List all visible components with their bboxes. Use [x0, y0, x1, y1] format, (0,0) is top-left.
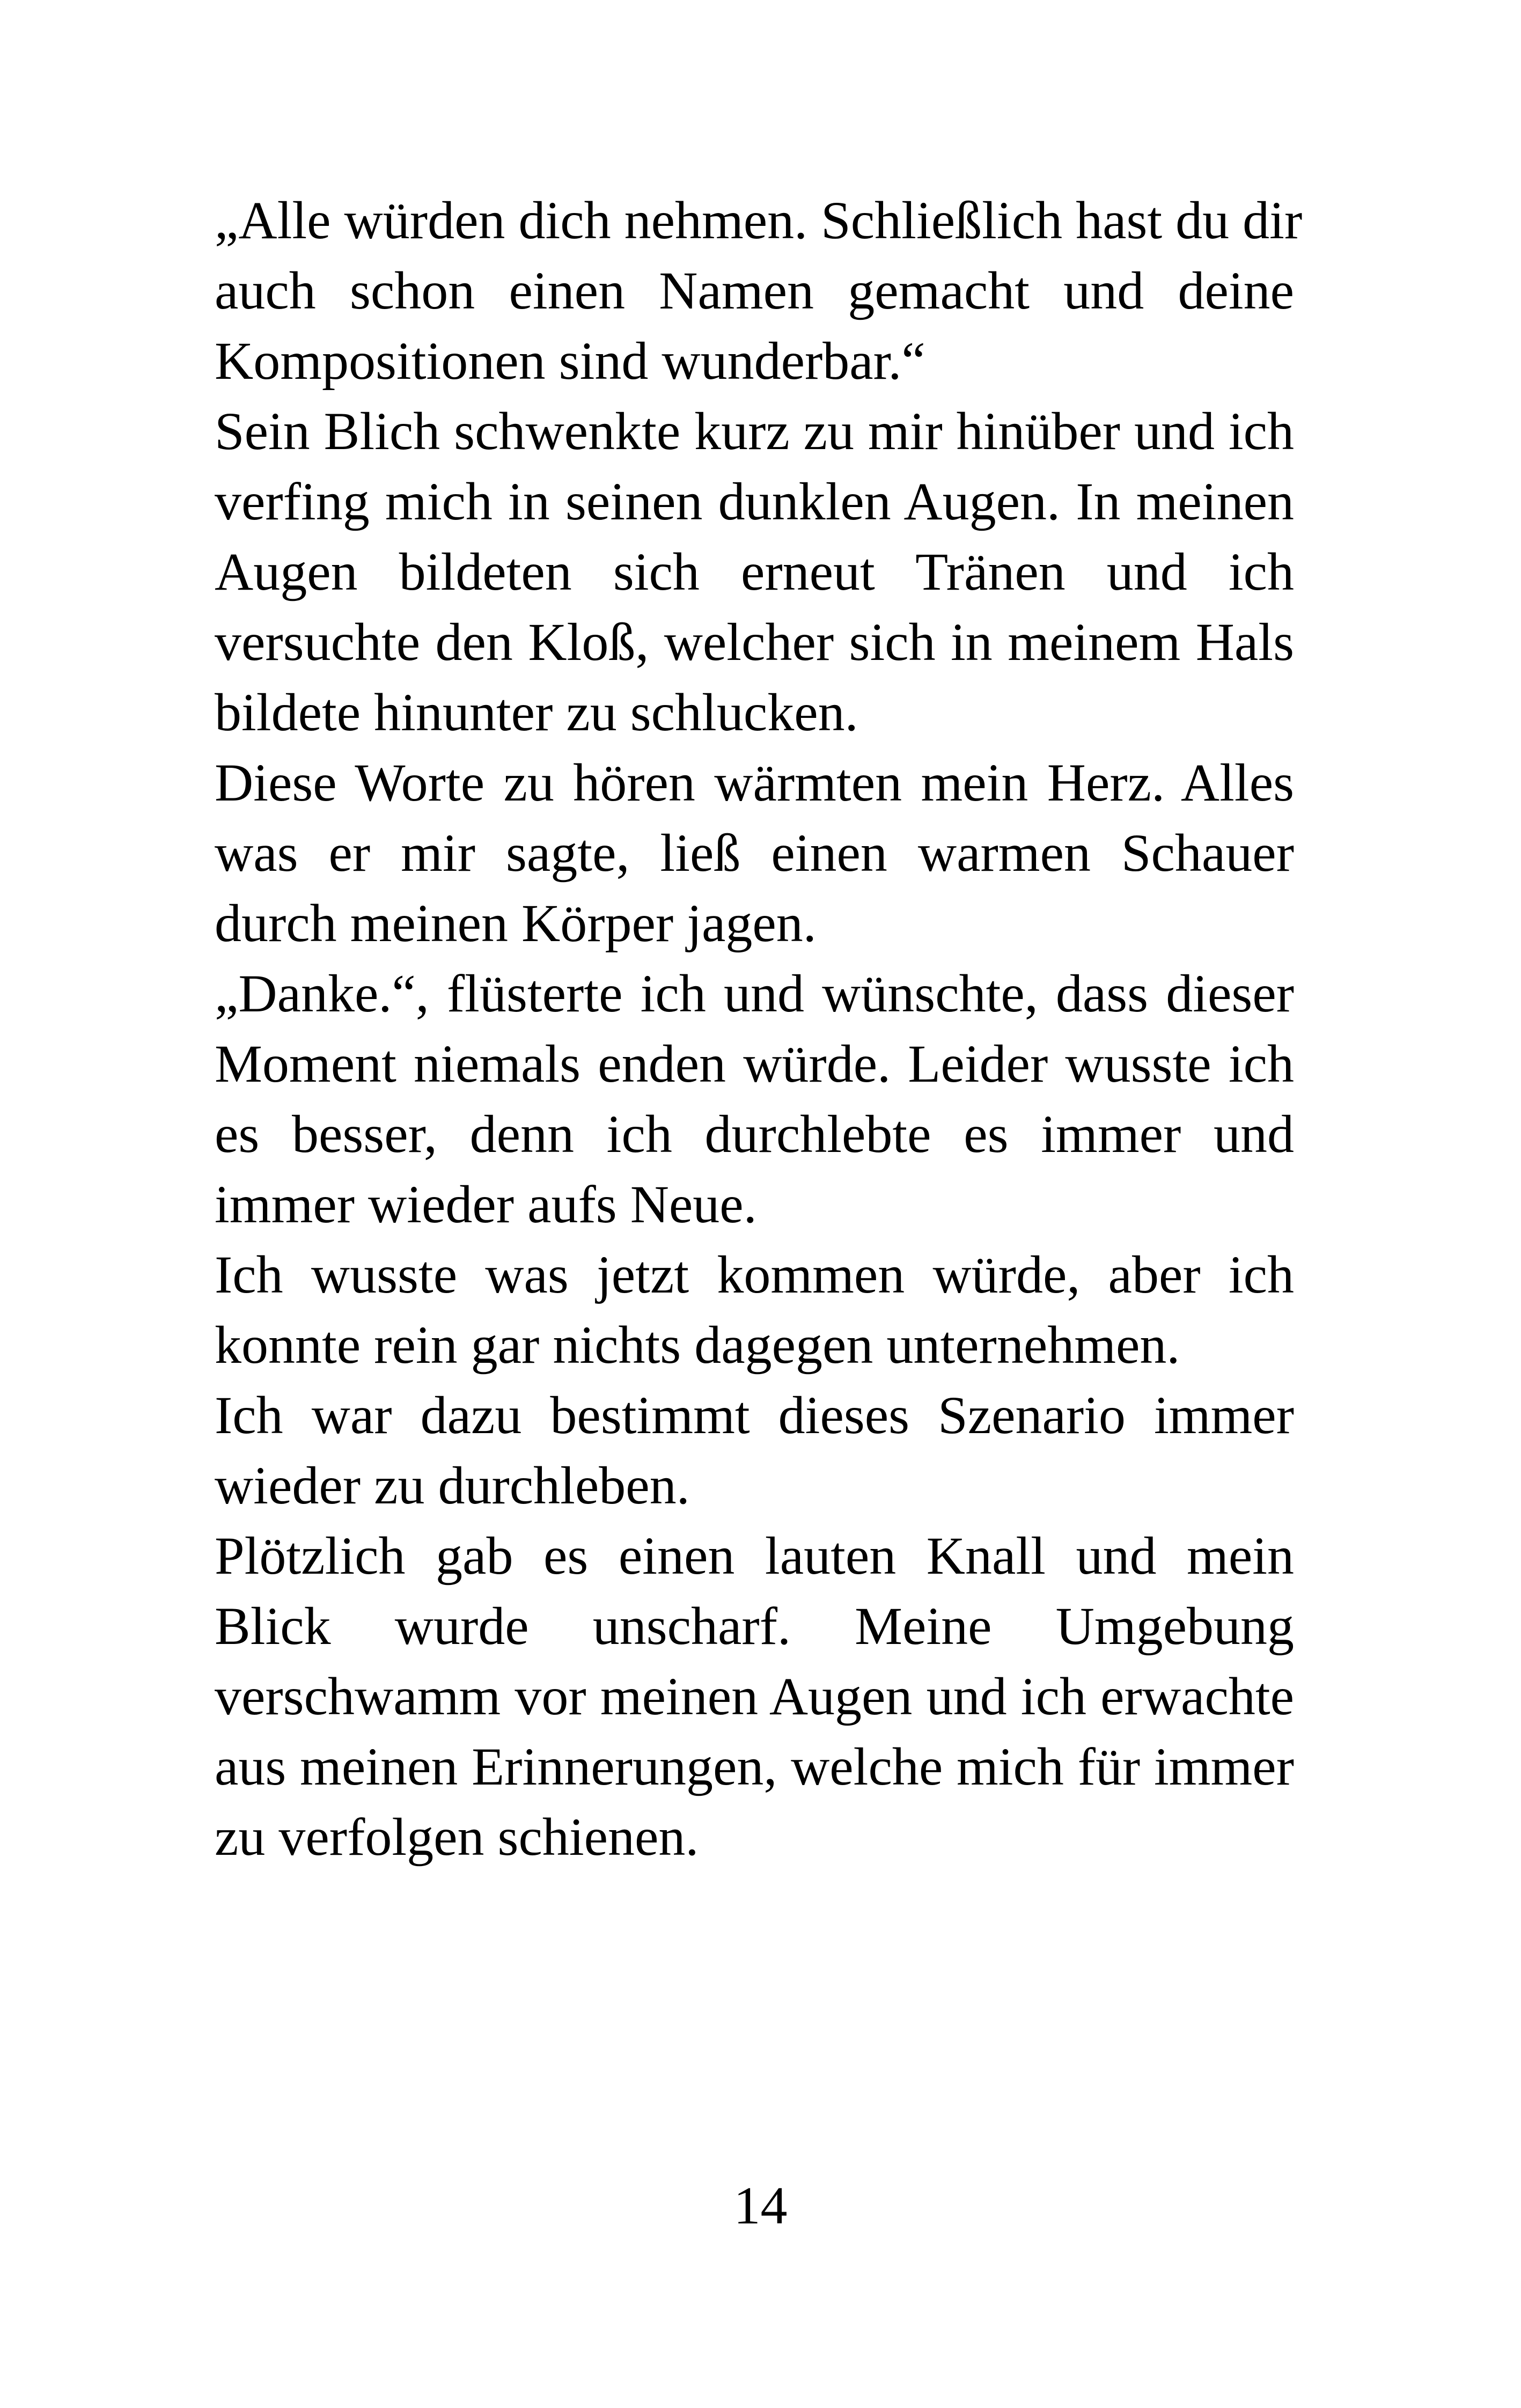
- text-line: zu verfolgen schienen.: [215, 1807, 699, 1867]
- text-line: Plötzlich gab es einen lauten Knall und mein: [215, 1526, 1294, 1585]
- text-line: bildete hinunter zu schlucken.: [215, 682, 858, 742]
- text-line: wieder zu durchleben.: [215, 1456, 690, 1515]
- text-line: verschwamm vor meinen Augen und ich erwachte: [215, 1666, 1294, 1726]
- text-line: aus meinen Erinnerungen, welche mich für immer: [215, 1737, 1294, 1796]
- text-line: verfing mich in seinen dunklen Augen. In meinen: [215, 472, 1294, 531]
- text-line: „Alle würden dich nehmen. Schließlich hast du dir: [215, 190, 1303, 250]
- text-line: Moment niemals enden würde. Leider wusste ich: [215, 1034, 1294, 1093]
- text-line: es besser, denn ich durchlebte es immer und: [215, 1104, 1294, 1164]
- text-line: „Danke.“, flüsterte ich und wünschte, dass dieser: [215, 964, 1294, 1023]
- text-line: Augen bildeten sich erneut Tränen und ich: [215, 542, 1294, 601]
- text-line: Sein Blich schwenkte kurz zu mir hinüber und ich: [215, 401, 1294, 461]
- text-line: auch schon einen Namen gemacht und deine: [215, 261, 1294, 320]
- text-line: durch meinen Körper jagen.: [215, 893, 817, 953]
- body-text: [215, 185, 1303, 1872]
- text-line: immer wieder aufs Neue.: [215, 1174, 757, 1234]
- text-line: Diese Worte zu hören wärmten mein Herz. Alles: [215, 753, 1294, 812]
- page-number: 14: [733, 2176, 788, 2235]
- text-line: Kompositionen sind wunderbar.“: [215, 331, 925, 391]
- text-line: versuchte den Kloß, welcher sich in meinem Hals: [215, 612, 1294, 672]
- text-line: was er mir sagte, ließ einen warmen Schauer: [215, 823, 1294, 883]
- text-line: konnte rein gar nichts dagegen unternehmen.: [215, 1315, 1180, 1375]
- text-line: Ich war dazu bestimmt dieses Szenario immer: [215, 1385, 1294, 1445]
- text-line: Ich wusste was jetzt kommen würde, aber ich: [215, 1245, 1294, 1304]
- text-line: Blick wurde unscharf. Meine Umgebung: [215, 1596, 1294, 1656]
